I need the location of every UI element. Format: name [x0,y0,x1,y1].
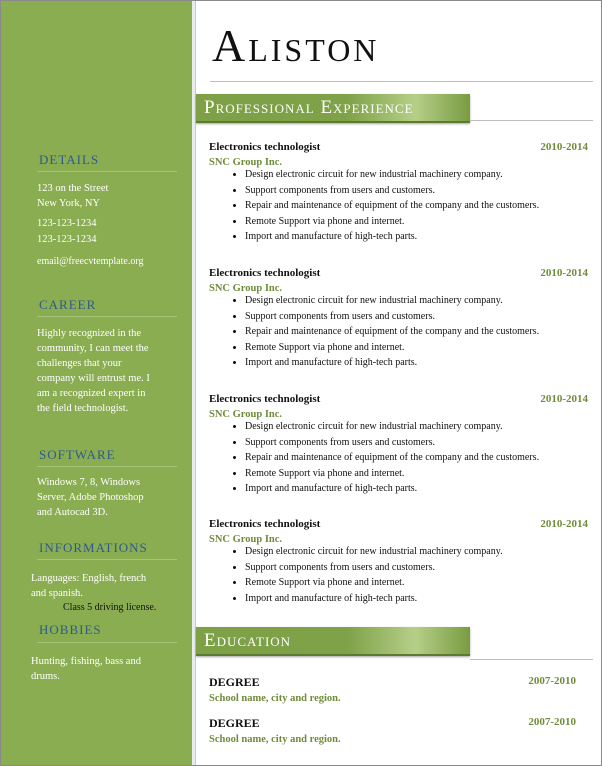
degree: DEGREE [209,716,260,730]
education-rule [470,659,593,660]
job-years: 2010-2014 [540,518,588,530]
career-line: community, I can meet the [37,343,149,354]
education-heading: Education [204,630,292,651]
job-company: SNC Group Inc. [209,534,283,545]
software-text [37,475,187,520]
job-title: Electronics technologist [209,518,321,530]
job-bullet: • Design electronic circuit for new industrial machinery company. [245,544,503,560]
job-bullets [229,419,539,497]
experience-rule [470,120,593,121]
job-bullet: • Remote Support via phone and internet. [245,340,539,356]
job-bullet: • Import and manufacture of high-tech parts. [245,481,539,497]
job-title: Electronics technologist [209,141,321,153]
education-years: 2007-2010 [528,716,576,728]
school-name: School name, city and region. [209,734,341,745]
job-bullet: • Support components from users and customers. [245,183,539,199]
job-bullet: • Design electronic circuit for new industrial machinery company. [245,167,539,183]
phone-2: 123-123-1234 [37,234,97,245]
job-bullet: • Design electronic circuit for new industrial machinery company. [245,419,539,435]
job-company: SNC Group Inc. [209,409,283,420]
informations-divider [37,559,177,560]
phone-1: 123-123-1234 [37,218,97,229]
job-bullet: • Import and manufacture of high-tech parts. [245,591,503,607]
job-bullet: • Repair and maintenance of equipment of the company and the customers. [245,198,539,214]
job-company: SNC Group Inc. [209,157,283,168]
software-heading: SOFTWARE [39,447,116,462]
education-banner [196,627,470,656]
job-bullet: • Support components from users and customers. [245,560,503,576]
job-years: 2010-2014 [540,267,588,279]
job-bullets [229,293,539,371]
experience-banner [196,94,470,123]
software-divider [37,466,177,467]
job-bullet: • Support components from users and customers. [245,435,539,451]
job-bullet: • Support components from users and customers. [245,309,539,325]
hobbies-line1: Hunting, fishing, bass and [31,656,141,667]
job-bullet: • Repair and maintenance of equipment of the company and the customers. [245,324,539,340]
job-title: Electronics technologist [209,267,321,279]
degree: DEGREE [209,675,260,689]
software-line: Server, Adobe Photoshop [37,492,144,503]
candidate-name: Aliston [212,20,380,71]
driving-license: Class 5 driving license. [63,602,157,613]
job-company: SNC Group Inc. [209,283,283,294]
job-title: Electronics technologist [209,393,321,405]
job-bullet: • Remote Support via phone and internet. [245,214,539,230]
software-line: Windows 7, 8, Windows [37,477,141,488]
sidebar [1,1,192,765]
details-heading: DETAILS [39,152,100,167]
job-bullets [229,544,503,606]
job-bullet: • Remote Support via phone and internet. [245,575,503,591]
job-bullet: • Design electronic circuit for new industrial machinery company. [245,293,539,309]
software-line: and Autocad 3D. [37,507,108,518]
informations-heading: INFORMATIONS [39,540,148,555]
job-bullet: • Remote Support via phone and internet. [245,466,539,482]
school-name: School name, city and region. [209,693,341,704]
languages-line1: Languages: English, french [31,573,147,584]
email-link[interactable]: email@freecvtemplate.org [37,256,144,267]
job-bullet: • Import and manufacture of high-tech parts. [245,229,539,245]
address-line1: 123 on the Street [37,183,109,194]
job-years: 2010-2014 [540,141,588,153]
job-years: 2010-2014 [540,393,588,405]
job-bullets [229,167,539,245]
career-line: the field technologist. [37,403,129,414]
job-bullet: • Import and manufacture of high-tech parts. [245,355,539,371]
details-divider [37,171,177,172]
name-rule [210,81,593,82]
experience-heading: Professional Experience [204,97,414,118]
hobbies-line2: drums. [31,671,60,682]
job-bullet: • Repair and maintenance of equipment of the company and the customers. [245,450,539,466]
languages-line2: and spanish. [31,588,83,599]
career-line: company will entrust me. I [37,373,150,384]
career-text [37,326,187,416]
career-line: am a recognized expert in [37,388,146,399]
career-line: challenges that your [37,358,122,369]
education-years: 2007-2010 [528,675,576,687]
career-line: Highly recognized in the [37,328,142,339]
address-line2: New York, NY [37,198,101,209]
career-divider [37,316,177,317]
career-heading: CAREER [39,297,97,312]
hobbies-heading: HOBBIES [39,622,102,637]
hobbies-divider [37,642,177,643]
